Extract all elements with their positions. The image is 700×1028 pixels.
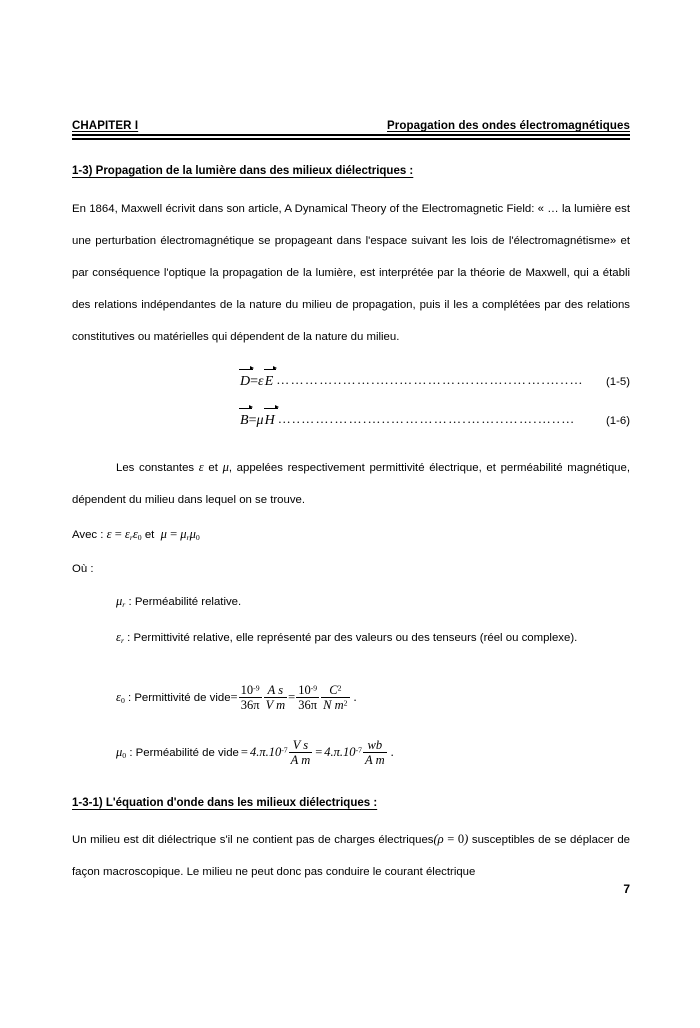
rho-equals-zero: (ρ = 0)	[433, 832, 469, 847]
mu-r-base: μ	[180, 526, 187, 541]
paragraph-intro: En 1864, Maxwell écrivit dans son article, A Dynamical Theory of the Electromagnetic Field: « … la lumière est une perturbation électromagnétique se propageant dans l'espace suivant les lois de l'électromagnétisme» et par conséquence l'optique la propagation de la lumière, est interprétée par la théorie de Maxwell, qui a établi des relations indépendantes de la nature du milieu de propagation, puis il les a complétées par des relations constitutives ou matérielles qui dépendent de la nature du milieu.	[72, 202, 630, 343]
mu0-coefficient-1	[250, 745, 288, 760]
constantes-text-1: Les constantes	[116, 461, 199, 474]
coulomb-unit: C	[329, 682, 338, 697]
paragraph-constantes	[72, 451, 630, 516]
mu-0-symbol	[116, 745, 126, 760]
coefficient: 4.π.10	[324, 745, 356, 760]
constantes-text-2: et	[203, 461, 223, 474]
epsilon-symbol: ε	[258, 373, 264, 389]
exponent: 2	[337, 683, 342, 693]
section-heading-1-3-1-wrap	[72, 793, 630, 811]
epsilon-symbol: ε	[106, 526, 112, 541]
epsilon-symbol: ε	[198, 459, 204, 474]
exponent: -9	[253, 683, 260, 693]
equals-sign-2: =	[288, 690, 296, 705]
running-header	[72, 120, 630, 132]
equation-number-1-6: (1-6)	[605, 414, 630, 427]
permeabilite-relative-text: : Perméabilité relative.	[128, 596, 242, 609]
epsilon-r-symbol	[116, 630, 124, 644]
page-number: 7	[623, 882, 630, 896]
fraction-numerator	[321, 683, 349, 698]
permittivite-vide-text: : Permittivité de vide	[127, 691, 231, 704]
fraction-numerator: wb	[363, 738, 387, 753]
running-header-left: CHAPITER I	[72, 120, 139, 132]
ten: 10	[298, 682, 311, 697]
mu-base: μ	[116, 594, 123, 609]
subscript-0: 0	[120, 696, 125, 706]
exponent: -7	[281, 745, 288, 755]
fraction-10e-9-over-36pi-2	[296, 683, 319, 712]
fraction-C2-over-Nm2	[321, 683, 349, 712]
mu-0-base: μ	[189, 526, 196, 541]
fraction-denominator: A m	[365, 752, 385, 767]
line-permeabilite-vide	[72, 738, 630, 767]
equation-1-5	[72, 373, 630, 390]
avec-conjunction: et	[144, 528, 155, 541]
period: .	[390, 745, 394, 760]
fraction-denominator: A m	[290, 752, 311, 767]
subscript-0: 0	[195, 532, 200, 542]
mu0-coefficient-2	[324, 745, 362, 760]
subscript-r: r	[129, 532, 133, 542]
epsilon-0-base: ε	[132, 526, 138, 541]
epsilon-0-symbol	[116, 690, 125, 705]
paragraph-dielectrique	[72, 823, 630, 888]
equals-sign-2: =	[315, 745, 323, 760]
avec-label: Avec :	[72, 528, 107, 541]
equals-sign: =	[447, 832, 455, 847]
permittivite-vide-label	[125, 692, 231, 704]
header-double-rule	[72, 134, 630, 140]
dielectrique-text-1: Un milieu est dit diélectrique s'il ne contient pas de charges électriques	[72, 834, 434, 847]
vector-B: B	[240, 412, 249, 428]
section-heading-1-3: 1-3) Propagation de la lumière dans des milieux diélectriques :	[72, 164, 414, 177]
mu-symbol: μ	[222, 459, 229, 474]
permittivite-relative-text: : Permittivité relative, elle représenté par des valeurs ou des tenseurs (réel ou complexe).	[127, 632, 578, 645]
equation-1-6	[72, 412, 630, 429]
mu-r-symbol	[116, 594, 125, 608]
dielectrique-text-2: susceptibles de se déplacer de façon macroscopique. Le milieu ne peut donc pas conduire le courant électrique	[72, 834, 631, 879]
equals-sign: =	[230, 690, 238, 705]
line-ou: Où :	[72, 563, 94, 576]
permeabilite-vide-label	[126, 747, 239, 759]
mu-symbol: μ	[256, 412, 264, 428]
running-header-right: Propagation des ondes électromagnétiques	[387, 120, 630, 132]
fraction-As-over-Vm	[264, 683, 288, 712]
newton-metre-unit: N m	[323, 697, 344, 712]
fraction-10e-9-over-36pi	[239, 683, 262, 712]
mu-base: μ	[116, 745, 123, 760]
permeabilite-vide-text: : Perméabilité de vide	[129, 746, 239, 759]
subscript-0: 0	[122, 751, 127, 761]
vector-D: D	[240, 373, 251, 389]
fraction-numerator	[239, 683, 262, 698]
fraction-wb-over-Am	[363, 738, 387, 767]
fraction-numerator	[296, 683, 319, 698]
equals-sign: =	[250, 373, 259, 389]
dot-leader: …..…….…….…..…………….……..…….…..…	[277, 410, 576, 426]
fraction-denominator: 36π	[298, 697, 318, 712]
coefficient: 4.π.10	[249, 745, 282, 760]
section-heading-1-3-wrap	[72, 153, 630, 179]
ten: 10	[240, 682, 254, 697]
fraction-Vs-over-Am	[289, 738, 313, 767]
fraction-numerator: A s	[264, 683, 288, 698]
exponent: -9	[310, 683, 318, 693]
equals-sign: =	[170, 526, 178, 541]
equation-number-1-5: (1-5)	[605, 375, 630, 388]
subscript-r: r	[122, 600, 126, 610]
fraction-denominator	[321, 698, 349, 712]
equation-1-5-expression	[240, 373, 273, 390]
avec-expression-2	[161, 527, 200, 541]
fraction-numerator: V s	[289, 738, 313, 753]
exponent: 2	[343, 698, 348, 708]
epsilon-r-base: ε	[124, 526, 130, 541]
dot-leader: …………..…….…..…………….……..…….…..…	[276, 371, 584, 387]
vector-E: E	[264, 373, 274, 389]
fraction-denominator: 36π	[240, 697, 260, 712]
vector-H: H	[264, 412, 275, 428]
page-content	[72, 120, 631, 896]
line-permeabilite-relative	[72, 585, 630, 621]
equals-sign: =	[240, 745, 248, 760]
section-heading-1-3-1: 1-3-1) L'équation d'onde dans les milieux diélectriques :	[72, 797, 378, 810]
subscript-r: r	[186, 532, 190, 542]
constantes-text-3: , appelées respectivement permittivité électrique, et perméabilité magnétique, dépendent du milieu dans lequel on se trouve.	[72, 461, 630, 506]
avec-expression	[107, 527, 142, 541]
equation-1-6-expression	[240, 412, 275, 429]
rho-symbol: ρ	[437, 832, 444, 847]
period: .	[353, 690, 357, 705]
zero-value: 0	[457, 832, 465, 847]
epsilon-base: ε	[116, 630, 121, 645]
equals-sign: =	[114, 526, 122, 541]
exponent: -7	[355, 745, 363, 755]
mu-symbol: μ	[160, 526, 167, 541]
line-permittivite-relative	[72, 621, 630, 657]
line-avec	[72, 518, 630, 554]
equals-sign: =	[248, 412, 257, 428]
epsilon-base: ε	[116, 690, 121, 705]
line-permittivite-vide	[72, 683, 630, 712]
subscript-r: r	[120, 636, 124, 646]
subscript-0: 0	[137, 532, 142, 542]
fraction-denominator: V m	[265, 697, 286, 712]
